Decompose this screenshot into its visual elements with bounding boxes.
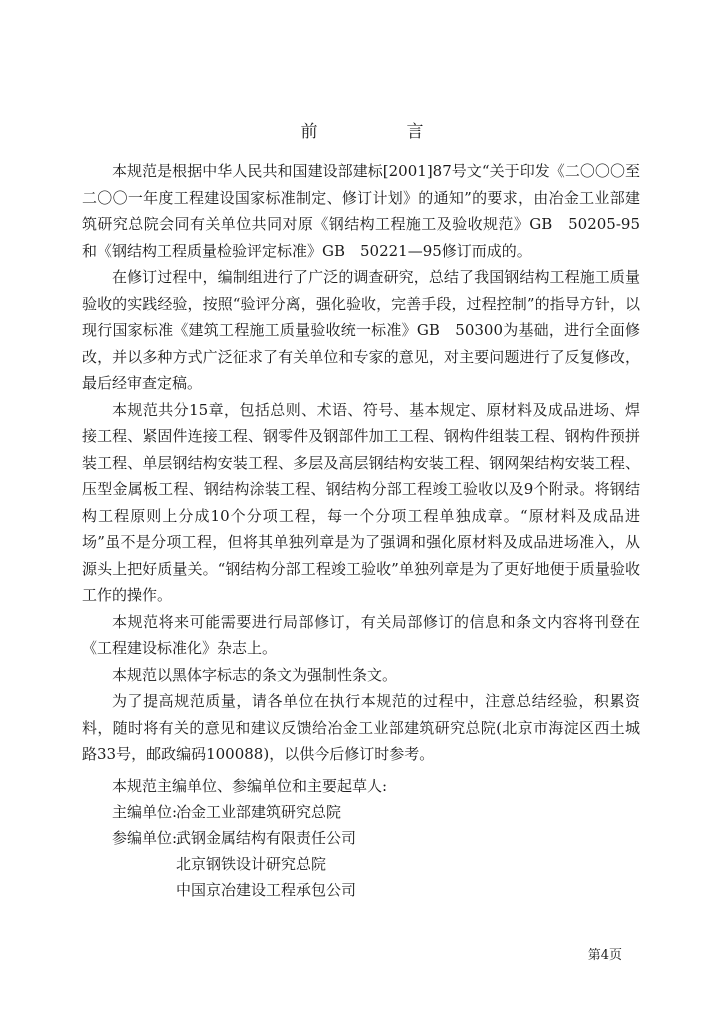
- participant-unit-value: 中国京冶建设工程承包公司: [176, 881, 357, 899]
- paragraph: 为了提高规范质量，请各单位在执行本规范的过程中，注意总结经验，积累资料，随时将有关的意见和建议反馈给冶金工业部建筑研究总院(北京市海淀区西土城路33号，邮政编码100088)，以供今后修订时参考。: [82, 692, 640, 763]
- paragraph: 本规范将来可能需要进行局部修订，有关局部修订的信息和条文内容将刊登在《工程建设标准化》杂志上。: [82, 612, 640, 657]
- participant-unit-label: 参编单位:: [112, 829, 178, 847]
- chief-unit-row: [82, 799, 640, 825]
- participant-unit-row: [82, 825, 640, 851]
- page-number: 第4页: [587, 948, 622, 963]
- paragraph: 本规范是根据中华人民共和国建设部建标[2001]87号文“关于印发《二〇〇〇至二〇〇一年度工程建设国家标准制定、修订计划》的通知”的要求，由冶金工业部建筑研究总院会同有关单位共同对原《钢结构工程施工及验收规范》GB 50205-95和《钢结构工程质量检验评定标准》GB 50221—95修订而成的。: [82, 162, 640, 260]
- paragraph: 本规范共分15章，包括总则、术语、符号、基本规定、原材料及成品进场、焊接工程、紧固件连接工程、钢零件及钢部件加工工程、钢构件组装工程、钢构件预拼装工程、单层钢结构安装工程、多层及高层钢结构安装工程、钢网架结构安装工程、压型金属板工程、钢结构涂装工程、钢结构分部工程竣工验收以及9个附录。将钢结构工程原则上分成10个分项工程，每一个分项工程单独成章。“原材料及成品进场”虽不是分项工程，但将其单独列章是为了强调和强化原材料及成品进场准入，从源头上把好质量关。“钢结构分部工程竣工验收”单独列章是为了更好地便于质量验收工作的操作。: [82, 400, 640, 604]
- paragraph: 本规范以黑体字标志的条文为强制性条文。: [112, 665, 398, 684]
- chief-unit-label: 主编单位:: [112, 803, 178, 821]
- units-intro: 本规范主编单位、参编单位和主要起草人:: [112, 777, 388, 795]
- preface-body: [82, 158, 640, 768]
- units-section: [82, 773, 640, 903]
- participant-unit-value: 北京钢铁设计研究总院: [176, 855, 327, 873]
- chief-unit-value: 冶金工业部建筑研究总院: [176, 803, 342, 821]
- participant-unit-value: 武钢金属结构有限责任公司: [176, 829, 357, 847]
- page-title: 前 言: [300, 122, 460, 142]
- paragraph: 在修订过程中，编制组进行了广泛的调查研究，总结了我国钢结构工程施工质量验收的实践经验，按照“验评分离，强化验收，完善手段，过程控制”的指导方针，以现行国家标准《建筑工程施工质量验收统一标准》GB 50300为基础，进行全面修改，并以多种方式广泛征求了有关单位和专家的意见，对主要问题进行了反复修改，最后经审查定稿。: [82, 268, 640, 392]
